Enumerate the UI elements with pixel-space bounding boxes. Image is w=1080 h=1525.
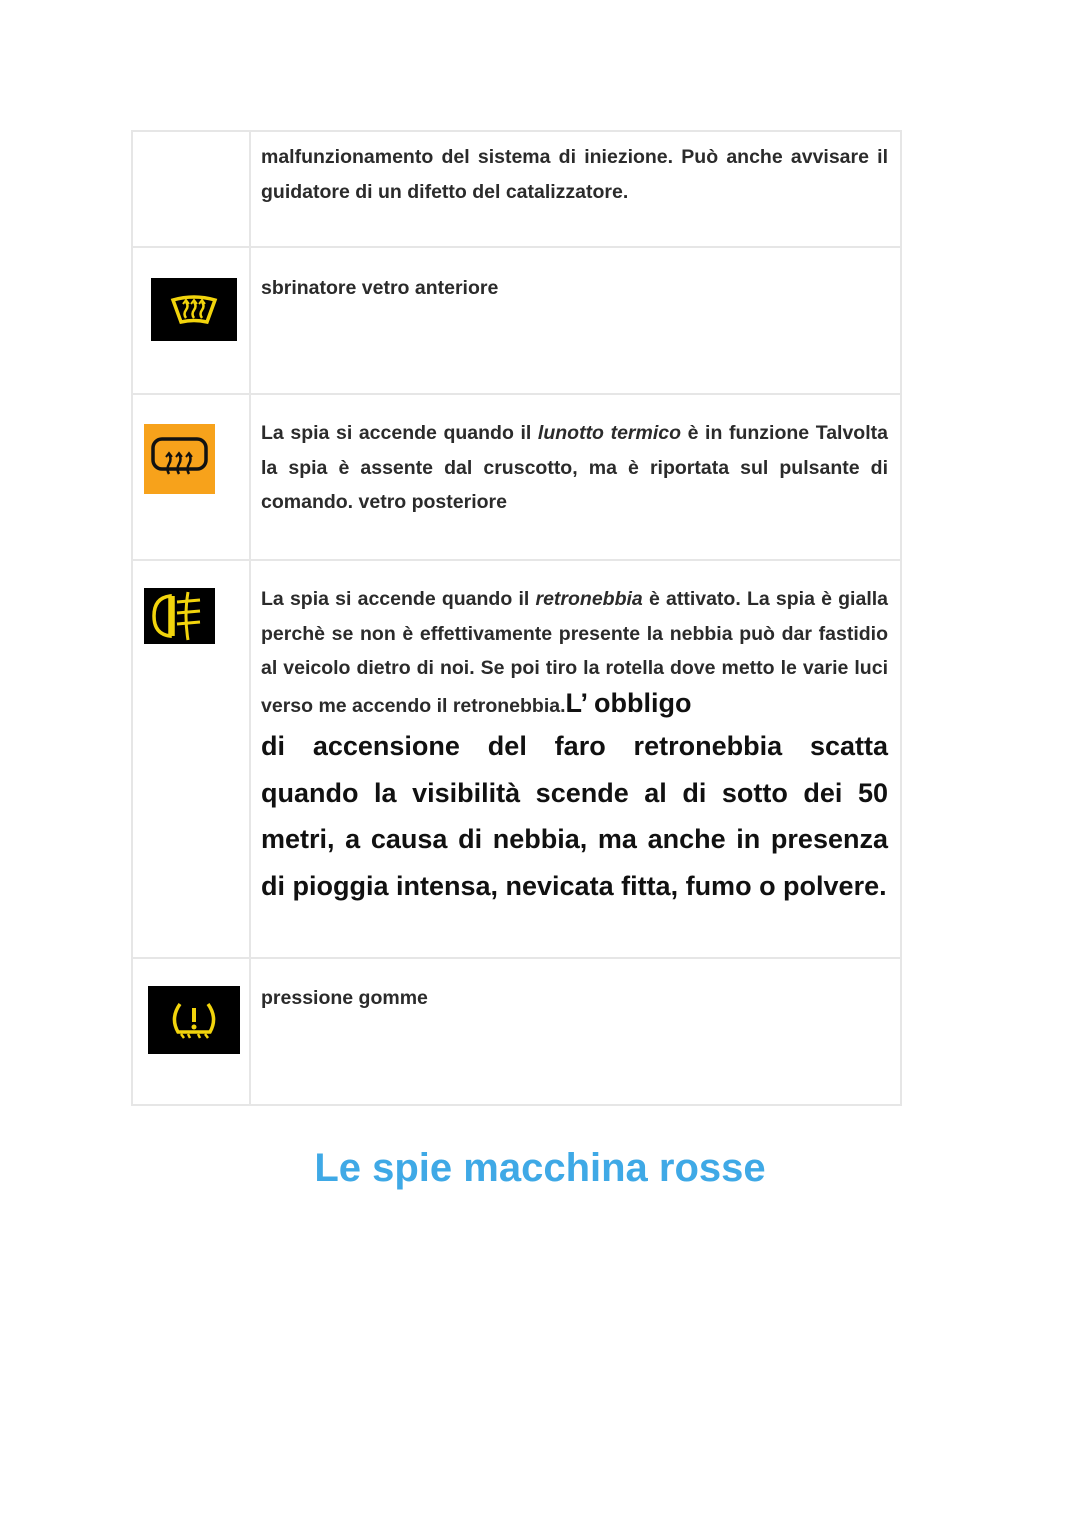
- icon-cell: [132, 958, 250, 1105]
- table-row: [132, 560, 901, 958]
- icon-cell: [132, 247, 250, 394]
- description-text: La spia si accende quando il retronebbia è attivato. La spia è gialla perchè se non è effettivamente presente la nebbia può dar fastidio al veicolo dietro di noi. Se poi tiro la rotella dove metto le varie luci verso me accendo il retronebbia.L’ obbligo: [261, 588, 888, 718]
- icon-cell: [132, 394, 250, 560]
- rear-fog-light-icon: [144, 588, 215, 644]
- table-row: [132, 394, 901, 560]
- description-text: La spia si accende quando il lunotto termico è in funzione Talvolta la spia è assente dal cruscotto, ma è riportata sul pulsante di comando. vetro posteriore: [261, 422, 888, 513]
- emphasis-term: lunotto termico: [537, 422, 682, 444]
- table-row: [132, 247, 901, 394]
- description-cell: [250, 958, 901, 1105]
- section-heading: Le spie macchina rosse: [314, 1146, 766, 1190]
- description-text: sbrinatore vetro anteriore: [261, 277, 499, 299]
- rear-window-defrost-icon: [144, 424, 215, 494]
- emphasis-term: retronebbia: [535, 588, 643, 610]
- obligation-lead: L’ obbligo: [565, 687, 692, 718]
- tyre-pressure-icon: [148, 986, 240, 1054]
- description-cell: [250, 131, 901, 247]
- icon-cell: [132, 131, 250, 247]
- description-cell: [250, 560, 901, 958]
- front-windshield-defrost-icon: [151, 278, 237, 341]
- description-text: pressione gomme: [261, 987, 428, 1009]
- table-row: [132, 131, 901, 247]
- description-cell: [250, 394, 901, 560]
- description-cell: [250, 247, 901, 394]
- obligation-text: di accensione del faro retronebbia scatta quando la visibilità scende al di sotto dei 50 metri, a causa di nebbia, ma anche in presenza di pioggia intensa, nevicata fitta, fumo o polvere.: [261, 731, 888, 901]
- table-row: [132, 958, 901, 1105]
- warning-lights-table: [131, 130, 902, 1106]
- icon-cell: [132, 560, 250, 958]
- description-text: malfunzionamento del sistema di iniezione. Può anche avvisare il guidatore di un difetto del catalizzatore.: [261, 146, 888, 203]
